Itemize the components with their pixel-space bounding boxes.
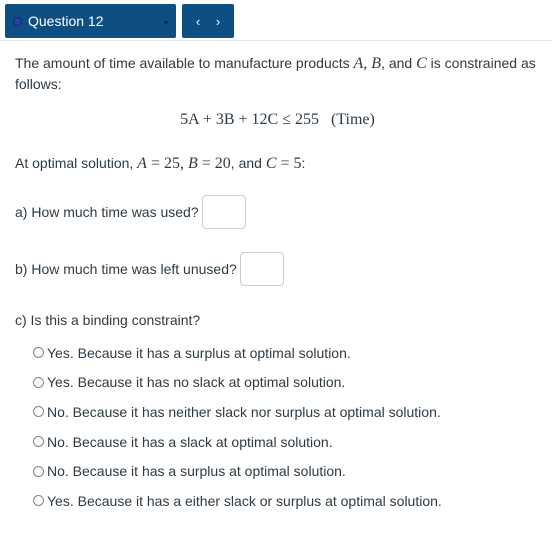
question-pager — [182, 4, 234, 38]
var-a: A — [137, 155, 147, 172]
answer-option[interactable] — [33, 427, 540, 457]
answer-option[interactable] — [33, 368, 540, 398]
radio-button[interactable] — [33, 406, 44, 417]
optimal-text: At optimal solution, — [15, 155, 138, 171]
answer-option[interactable] — [33, 486, 540, 516]
radio-button[interactable] — [33, 495, 44, 506]
previous-question-button[interactable]: ‹ — [195, 13, 201, 29]
intro-sep: , — [363, 55, 372, 72]
option-label: Yes. Because it has a either slack or surplus at optimal solution. — [47, 492, 442, 509]
time-constraint-formula — [15, 110, 540, 130]
intro-sep: , and — [381, 55, 417, 71]
question-b — [15, 252, 540, 286]
binding-constraint-options — [15, 338, 540, 516]
option-label: No. Because it has a slack at optimal solution. — [47, 433, 333, 450]
time-unused-input[interactable] — [240, 252, 284, 286]
intro-text: is constrained as follows: — [15, 55, 536, 92]
constraint-expression: 5A + 3B + 12C ≤ 255 — [180, 111, 319, 128]
question-a — [15, 195, 540, 229]
var-b: B — [371, 55, 382, 72]
value-b: = 20 — [197, 155, 231, 172]
var-a: A — [353, 55, 364, 72]
var-c: C — [416, 55, 427, 72]
chevron-down-icon — [163, 21, 169, 25]
time-used-input[interactable] — [202, 195, 246, 229]
option-label: Yes. Because it has no slack at optimal solution. — [47, 374, 346, 391]
question-body — [15, 53, 540, 516]
answer-option[interactable] — [33, 338, 540, 368]
radio-button[interactable] — [33, 377, 44, 388]
question-nav-bar — [0, 0, 552, 41]
radio-button[interactable] — [33, 347, 44, 358]
value-c: = 5 — [276, 155, 302, 172]
option-label: Yes. Because it has a surplus at optimal solution. — [47, 344, 351, 361]
radio-button[interactable] — [33, 436, 44, 447]
intro-text: The amount of time available to manufacture products — [15, 55, 354, 71]
value-a: = 25, — [146, 155, 188, 172]
intro-paragraph — [15, 53, 540, 94]
question-c-label: c) Is this a binding constraint? — [15, 312, 201, 328]
var-c: C — [265, 155, 277, 172]
option-label: No. Because it has neither slack nor surplus at optimal solution. — [47, 403, 441, 420]
answer-option[interactable] — [33, 397, 540, 427]
question-b-label: b) How much time was left unused? — [15, 261, 237, 277]
optimal-solution-text — [15, 153, 540, 174]
question-status-dot — [13, 17, 22, 26]
optimal-text: : — [301, 155, 306, 171]
constraint-label: (Time) — [330, 111, 375, 128]
radio-button[interactable] — [33, 466, 44, 477]
var-b: B — [187, 155, 198, 172]
optimal-text: , and — [230, 155, 266, 171]
question-selector[interactable] — [5, 4, 176, 38]
option-label: No. Because it has a surplus at optimal solution. — [47, 463, 346, 480]
next-question-button[interactable]: › — [215, 13, 221, 29]
question-label: Question 12 — [28, 13, 104, 29]
answer-option[interactable] — [33, 456, 540, 486]
question-a-label: a) How much time was used? — [15, 204, 199, 220]
